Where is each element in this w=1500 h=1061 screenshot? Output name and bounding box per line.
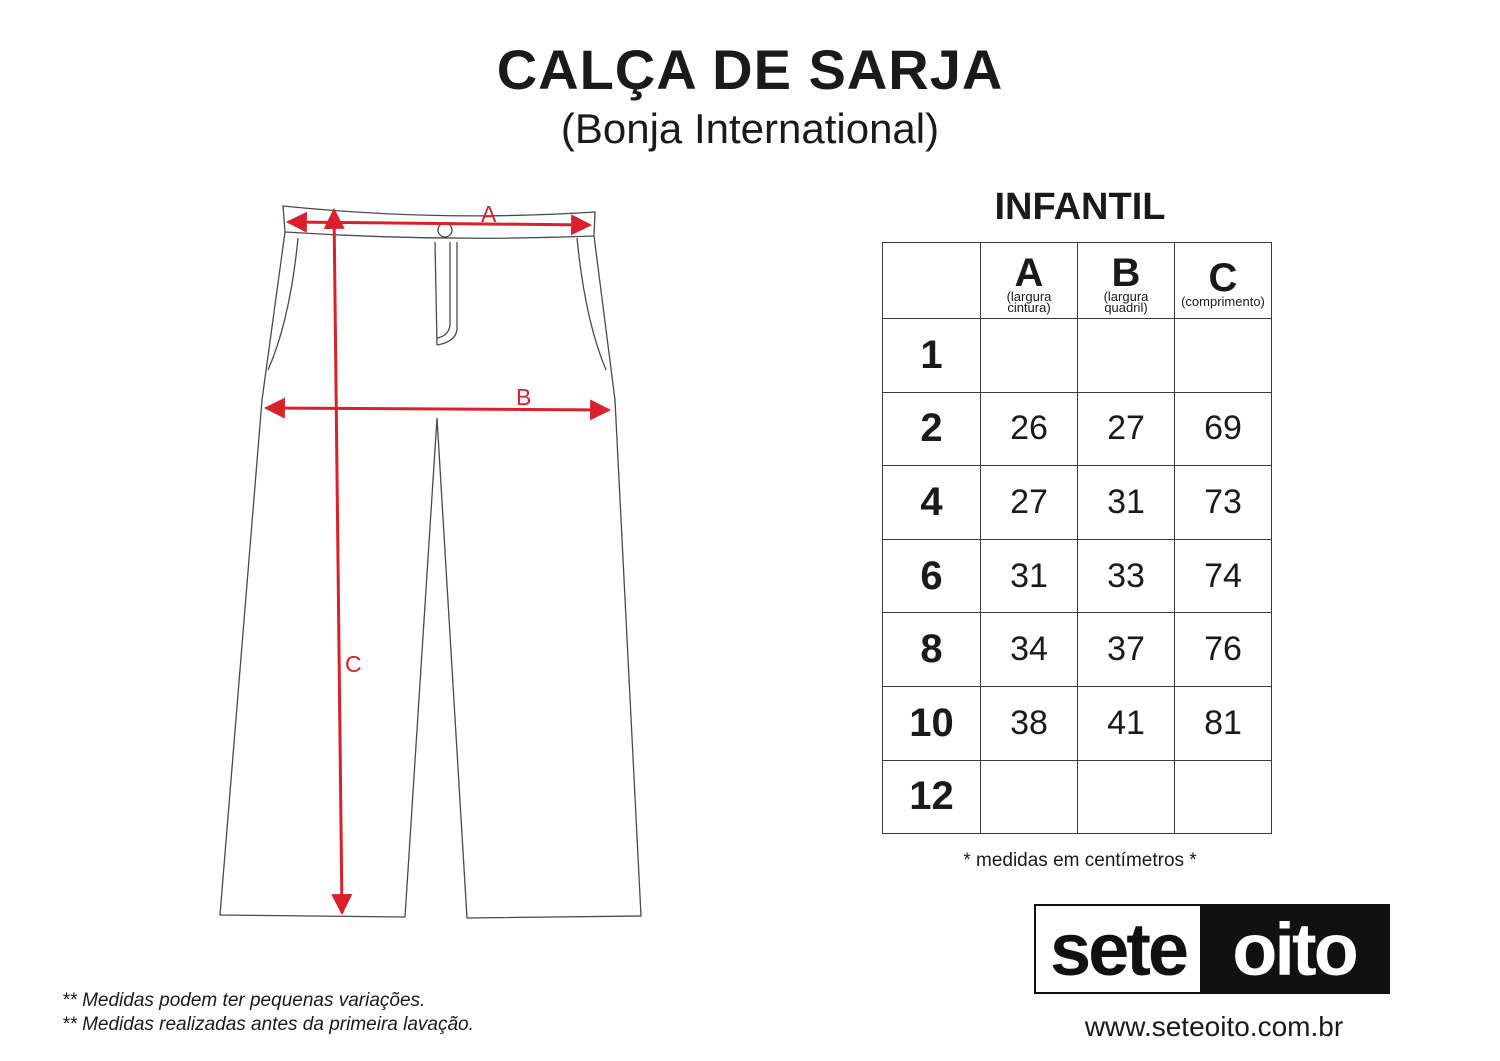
value-cell-a: 38 xyxy=(981,686,1078,760)
logo-oito-text: oito xyxy=(1200,906,1388,992)
value-cell-c: 73 xyxy=(1175,466,1272,540)
value-cell-b: 41 xyxy=(1078,686,1175,760)
table-row xyxy=(883,686,1272,760)
value-cell-c xyxy=(1175,319,1272,393)
size-table-heading: INFANTIL xyxy=(994,186,1166,228)
page-subtitle: (Bonja International) xyxy=(560,105,940,152)
value-cell-c: 81 xyxy=(1175,686,1272,760)
value-cell-b xyxy=(1078,760,1175,834)
value-cell-c: 69 xyxy=(1175,392,1272,466)
measure-c-line xyxy=(334,210,342,913)
table-row xyxy=(883,539,1272,613)
table-row xyxy=(883,392,1272,466)
value-cell-b: 37 xyxy=(1078,613,1175,687)
header-col-b xyxy=(1078,243,1175,319)
header-description: (largura cintura) xyxy=(1006,288,1052,315)
value-cell-a xyxy=(981,760,1078,834)
size-cell: 4 xyxy=(883,466,981,540)
size-cell: 8 xyxy=(883,613,981,687)
measure-b-line xyxy=(266,408,609,410)
size-cell: 10 xyxy=(883,686,981,760)
size-cell: 1 xyxy=(883,319,981,393)
header-corner-cell xyxy=(883,243,981,319)
brand-logo xyxy=(1034,904,1390,994)
size-cell: 12 xyxy=(883,760,981,834)
header-letter: C xyxy=(1208,256,1238,300)
value-cell-b xyxy=(1078,319,1175,393)
table-row xyxy=(883,613,1272,687)
size-cell: 2 xyxy=(883,392,981,466)
measure-lines xyxy=(266,210,609,913)
pants-outline xyxy=(220,206,641,918)
header-letter: A xyxy=(1014,250,1044,295)
table-row xyxy=(883,319,1272,393)
value-cell-a xyxy=(981,319,1078,393)
header-letter: B xyxy=(1111,250,1141,295)
value-cell-a: 27 xyxy=(981,466,1078,540)
measure-a-label: A xyxy=(481,201,497,227)
value-cell-b: 31 xyxy=(1078,466,1175,540)
page-title: CALÇA DE SARJA xyxy=(496,38,1004,101)
logo-sete-text: sete xyxy=(1036,906,1200,992)
header-description: (largura quadril) xyxy=(1103,288,1149,315)
size-table xyxy=(882,242,1272,834)
header-description: (comprimento) xyxy=(1181,294,1265,309)
footnote-washing: ** Medidas realizadas antes da primeira lavação. xyxy=(62,1014,474,1035)
value-cell-b: 27 xyxy=(1078,392,1175,466)
units-note: * medidas em centímetros * xyxy=(963,850,1197,871)
header-col-c xyxy=(1175,243,1272,319)
footnote-variation: ** Medidas podem ter pequenas variações. xyxy=(62,990,426,1011)
value-cell-b: 33 xyxy=(1078,539,1175,613)
measure-c-label: C xyxy=(345,651,362,677)
value-cell-c: 76 xyxy=(1175,613,1272,687)
table-row xyxy=(883,466,1272,540)
measure-b-label: B xyxy=(516,384,532,410)
size-cell: 6 xyxy=(883,539,981,613)
value-cell-a: 31 xyxy=(981,539,1078,613)
header-col-a xyxy=(981,243,1078,319)
value-cell-a: 26 xyxy=(981,392,1078,466)
value-cell-a: 34 xyxy=(981,613,1078,687)
value-cell-c xyxy=(1175,760,1272,834)
value-cell-c: 74 xyxy=(1175,539,1272,613)
table-row xyxy=(883,760,1272,834)
website-url: www.seteoito.com.br xyxy=(1084,1011,1344,1042)
size-table-header-row xyxy=(883,243,1272,319)
